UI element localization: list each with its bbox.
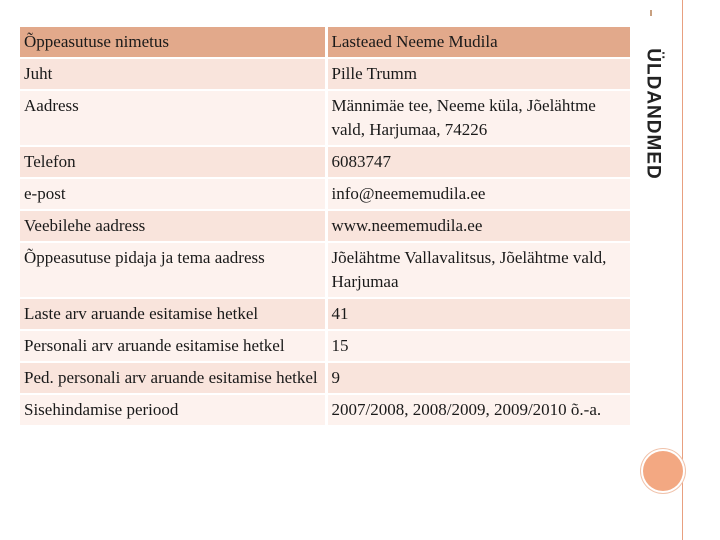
row-value: 9	[326, 362, 630, 394]
table-row	[20, 362, 630, 394]
table-row	[20, 298, 630, 330]
table-row	[20, 210, 630, 242]
row-value: Pille Trumm	[326, 58, 630, 90]
table-row	[20, 90, 630, 146]
table-row	[20, 58, 630, 90]
header-value: Lasteaed Neeme Mudila	[326, 27, 630, 58]
table-row	[20, 394, 630, 426]
row-key: Veebilehe aadress	[20, 210, 326, 242]
table-row	[20, 242, 630, 298]
row-key: Juht	[20, 58, 326, 90]
row-value: Männimäe tee, Neeme küla, Jõelähtme vald, Harjumaa, 74226	[326, 90, 630, 146]
table-header-row	[20, 27, 630, 58]
header-key: Õppeasutuse nimetus	[20, 27, 326, 58]
row-value: info@neememudila.ee	[326, 178, 630, 210]
row-value: Jõelähtme Vallavalitsus, Jõelähtme vald, Harjumaa	[326, 242, 630, 298]
row-key: Ped. personali arv aruande esitamise hetkel	[20, 362, 326, 394]
section-title	[640, 44, 666, 184]
table-row	[20, 146, 630, 178]
row-value: www.neememudila.ee	[326, 210, 630, 242]
row-key: Aadress	[20, 90, 326, 146]
row-key: Telefon	[20, 146, 326, 178]
decorative-circle	[643, 451, 683, 491]
row-key: Laste arv aruande esitamise hetkel	[20, 298, 326, 330]
general-data-table	[20, 27, 630, 427]
row-key: Sisehindamise periood	[20, 394, 326, 426]
slide-marker	[650, 10, 652, 16]
vertical-rule	[682, 0, 683, 540]
table-row	[20, 178, 630, 210]
row-value: 2007/2008, 2008/2009, 2009/2010 õ.-a.	[326, 394, 630, 426]
row-value: 41	[326, 298, 630, 330]
row-value: 6083747	[326, 146, 630, 178]
row-key: e-post	[20, 178, 326, 210]
table-row	[20, 330, 630, 362]
row-key: Personali arv aruande esitamise hetkel	[20, 330, 326, 362]
section-title-text: ÜLDANDMED	[643, 48, 664, 180]
row-key: Õppeasutuse pidaja ja tema aadress	[20, 242, 326, 298]
row-value: 15	[326, 330, 630, 362]
